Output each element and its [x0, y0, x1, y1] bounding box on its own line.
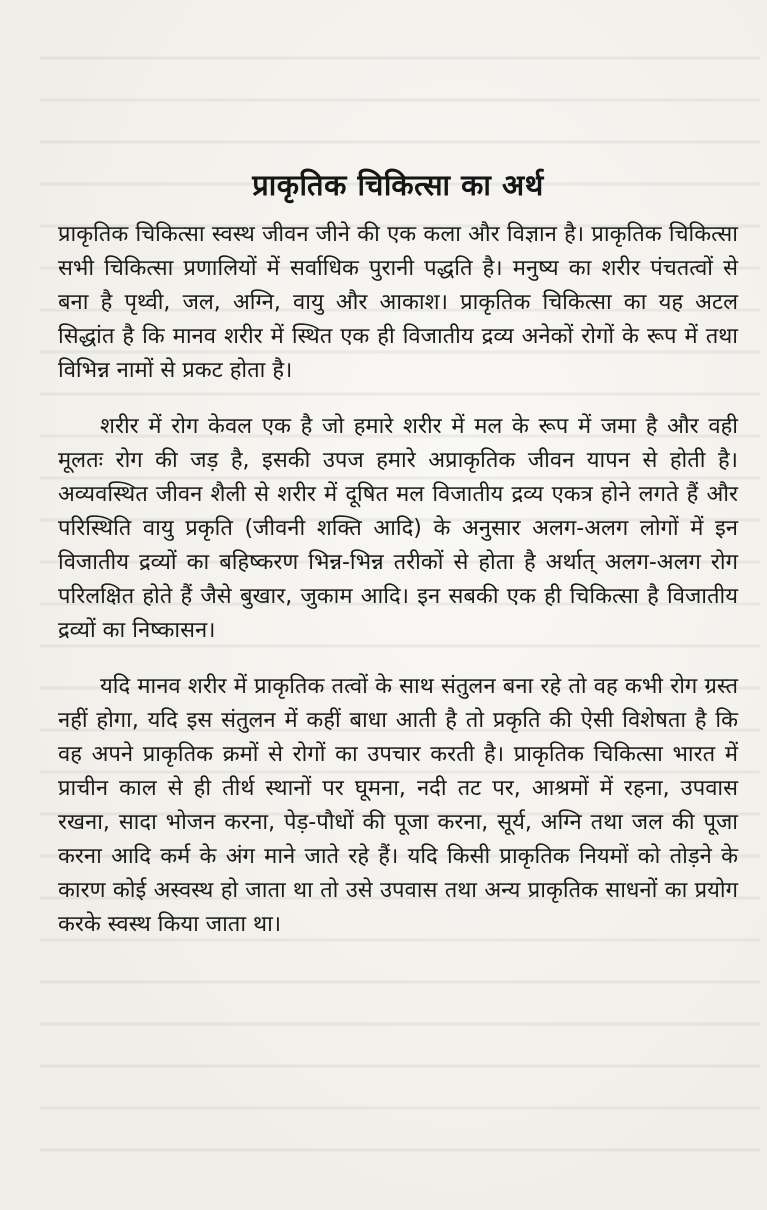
paragraph-1: प्राकृतिक चिकित्सा स्वस्थ जीवन जीने की एक कला और विज्ञान है। प्राकृतिक चिकित्सा सभी चिकित्सा प्रणालियों में सर्वाधिक पुरानी पद्धति है। मनुष्य का शरीर पंचतत्वों से बना है पृथ्वी, जल, अग्नि, वायु और आकाश। प्राकृतिक चिकित्सा का यह अटल सिद्धांत है कि मानव शरीर में स्थित एक ही विजातीय द्रव्य अनेकों रोगों के रूप में तथा विभिन्न नामों से प्रकट होता है। [58, 222, 738, 383]
page-title: प्राकृतिक चिकित्सा का अर्थ [252, 168, 544, 202]
page-content [58, 165, 738, 964]
paragraph-3: यदि मानव शरीर में प्राकृतिक तत्वों के साथ संतुलन बना रहे तो वह कभी रोग ग्रस्त नहीं होगा, यदि इस संतुलन में कहीं बाधा आती है तो प्रकृति की ऐसी विशेषता है कि वह अपने प्राकृतिक क्रमों से रोगों का उपचार करती है। प्राकृतिक चिकित्सा भारत में प्राचीन काल से ही तीर्थ स्थानों पर घूमना, नदी तट पर, आश्रमों में रहना, उपवास रखना, सादा भोजन करना, पेड़-पौधों की पूजा करना, सूर्य, अग्नि तथा जल की पूजा करना आदि कर्म के अंग माने जाते रहे हैं। यदि किसी प्राकृतिक नियमों को तोड़ने के कारण कोई अस्वस्थ हो जाता था तो उसे उपवास तथा अन्य प्राकृतिक साधनों का प्रयोग करके स्वस्थ किया जाता था। [58, 674, 738, 937]
paragraph-2: शरीर में रोग केवल एक है जो हमारे शरीर में मल के रूप में जमा है और वही मूलतः रोग की जड़ है, इसकी उपज हमारे अप्राकृतिक जीवन यापन से होती है। अव्यवस्थित जीवन शैली से शरीर में दूषित मल विजातीय द्रव्य एकत्र होने लगते हैं और परिस्थिति वायु प्रकृति (जीवनी शक्ति आदि) के अनुसार अलग-अलग लोगों में इन विजातीय द्रव्यों का बहिष्करण भिन्न-भिन्न तरीकों से होता है अर्थात् अलग-अलग रोग परिलक्षित होते हैं जैसे बुखार, जुकाम आदि। इन सबकी एक ही चिकित्सा है विजातीय द्रव्यों का निष्कासन। [58, 414, 738, 643]
